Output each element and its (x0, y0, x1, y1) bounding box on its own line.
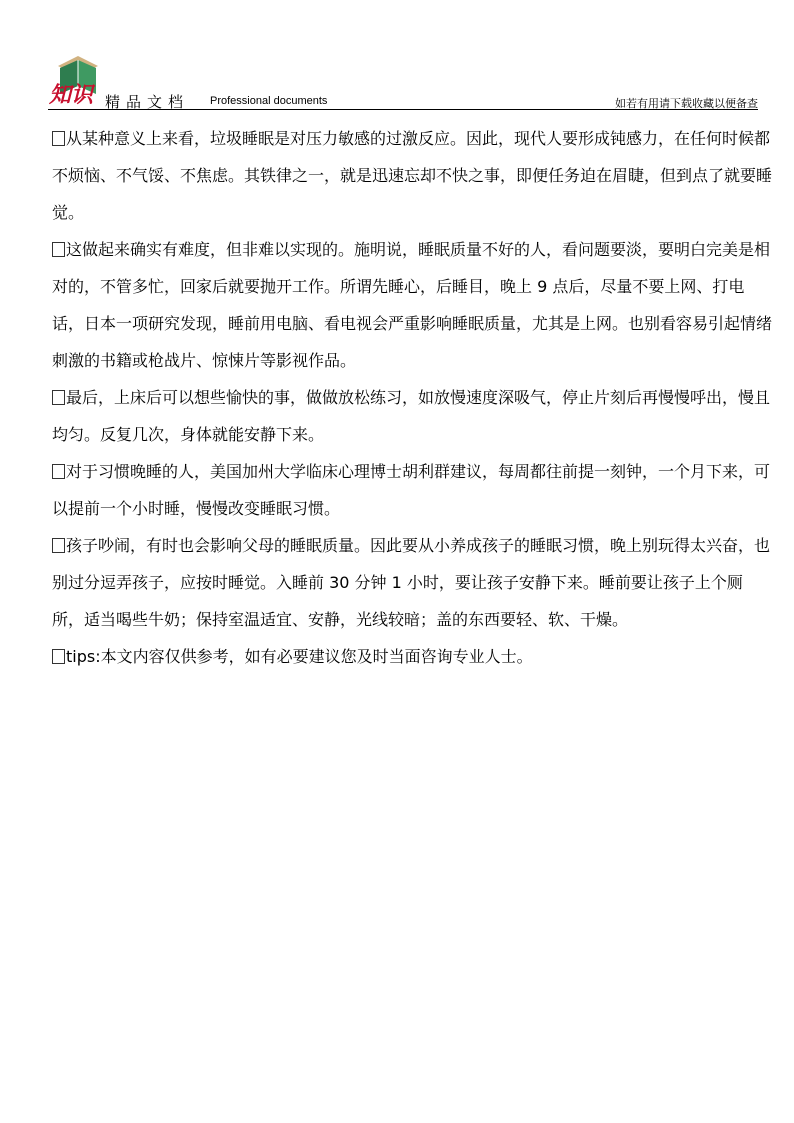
missing-glyph-box-icon (52, 464, 65, 479)
paragraph-1: 从某种意义上来看，垃圾睡眠是对压力敏感的过激反应。因此，现代人要形成钝感力，在任何时候都不烦恼、不气馁、不焦虑。其铁律之一，就是迅速忘却不快之事，即便任务迫在眉睫，但到点了就要睡觉。 (52, 129, 773, 222)
header-title-en: Professional documents (210, 95, 328, 107)
missing-glyph-box-icon (52, 242, 65, 257)
missing-glyph-box-icon (52, 538, 65, 553)
document-body (52, 120, 772, 675)
book-logo-icon (48, 52, 102, 106)
paragraph-4: 对于习惯晚睡的人，美国加州大学临床心理博士胡利群建议，每周都往前提一刻钟，一个月下来，可以提前一个小时睡，慢慢改变睡眠习惯。 (52, 462, 771, 518)
header-divider (48, 109, 758, 110)
paragraph-5: 孩子吵闹，有时也会影响父母的睡眠质量。因此要从小养成孩子的睡眠习惯，晚上别玩得太兴奋，也别过分逗弄孩子，应按时睡觉。入睡前 30 分钟 1 小时，要让孩子安静下来。睡前要让孩子上个厕所，适当喝些牛奶；保持室温适宜、安静，光线较暗；盖的东西要轻、软、干燥。 (52, 536, 771, 629)
missing-glyph-box-icon (52, 390, 65, 405)
header-title-cn: 精品文档 (105, 93, 190, 111)
svg-text:知识: 知识 (49, 82, 94, 106)
missing-glyph-box-icon (52, 131, 65, 146)
page-header (48, 48, 758, 110)
paragraph-3: 最后，上床后可以想些愉快的事，做做放松练习，如放慢速度深吸气，停止片刻后再慢慢呼出，慢且均匀。反复几次，身体就能安静下来。 (52, 388, 771, 444)
header-download-note: 如若有用请下载收藏以便备查 (615, 97, 758, 110)
paragraph-tips: tips:本文内容仅供参考，如有必要建议您及时当面咨询专业人士。 (52, 638, 772, 675)
missing-glyph-box-icon (52, 649, 65, 664)
paragraph-2: 这做起来确实有难度，但非难以实现的。施明说，睡眠质量不好的人，看问题要淡，要明白完美是相对的，不管多忙，回家后就要抛开工作。所谓先睡心，后睡目，晚上 9 点后，尽量不要上网、打电话，日本一项研究发现，睡前用电脑、看电视会严重影响睡眠质量，尤其是上网。也别看容易引起情绪刺激的书籍或枪战片、惊悚片等影视作品。 (52, 240, 773, 370)
